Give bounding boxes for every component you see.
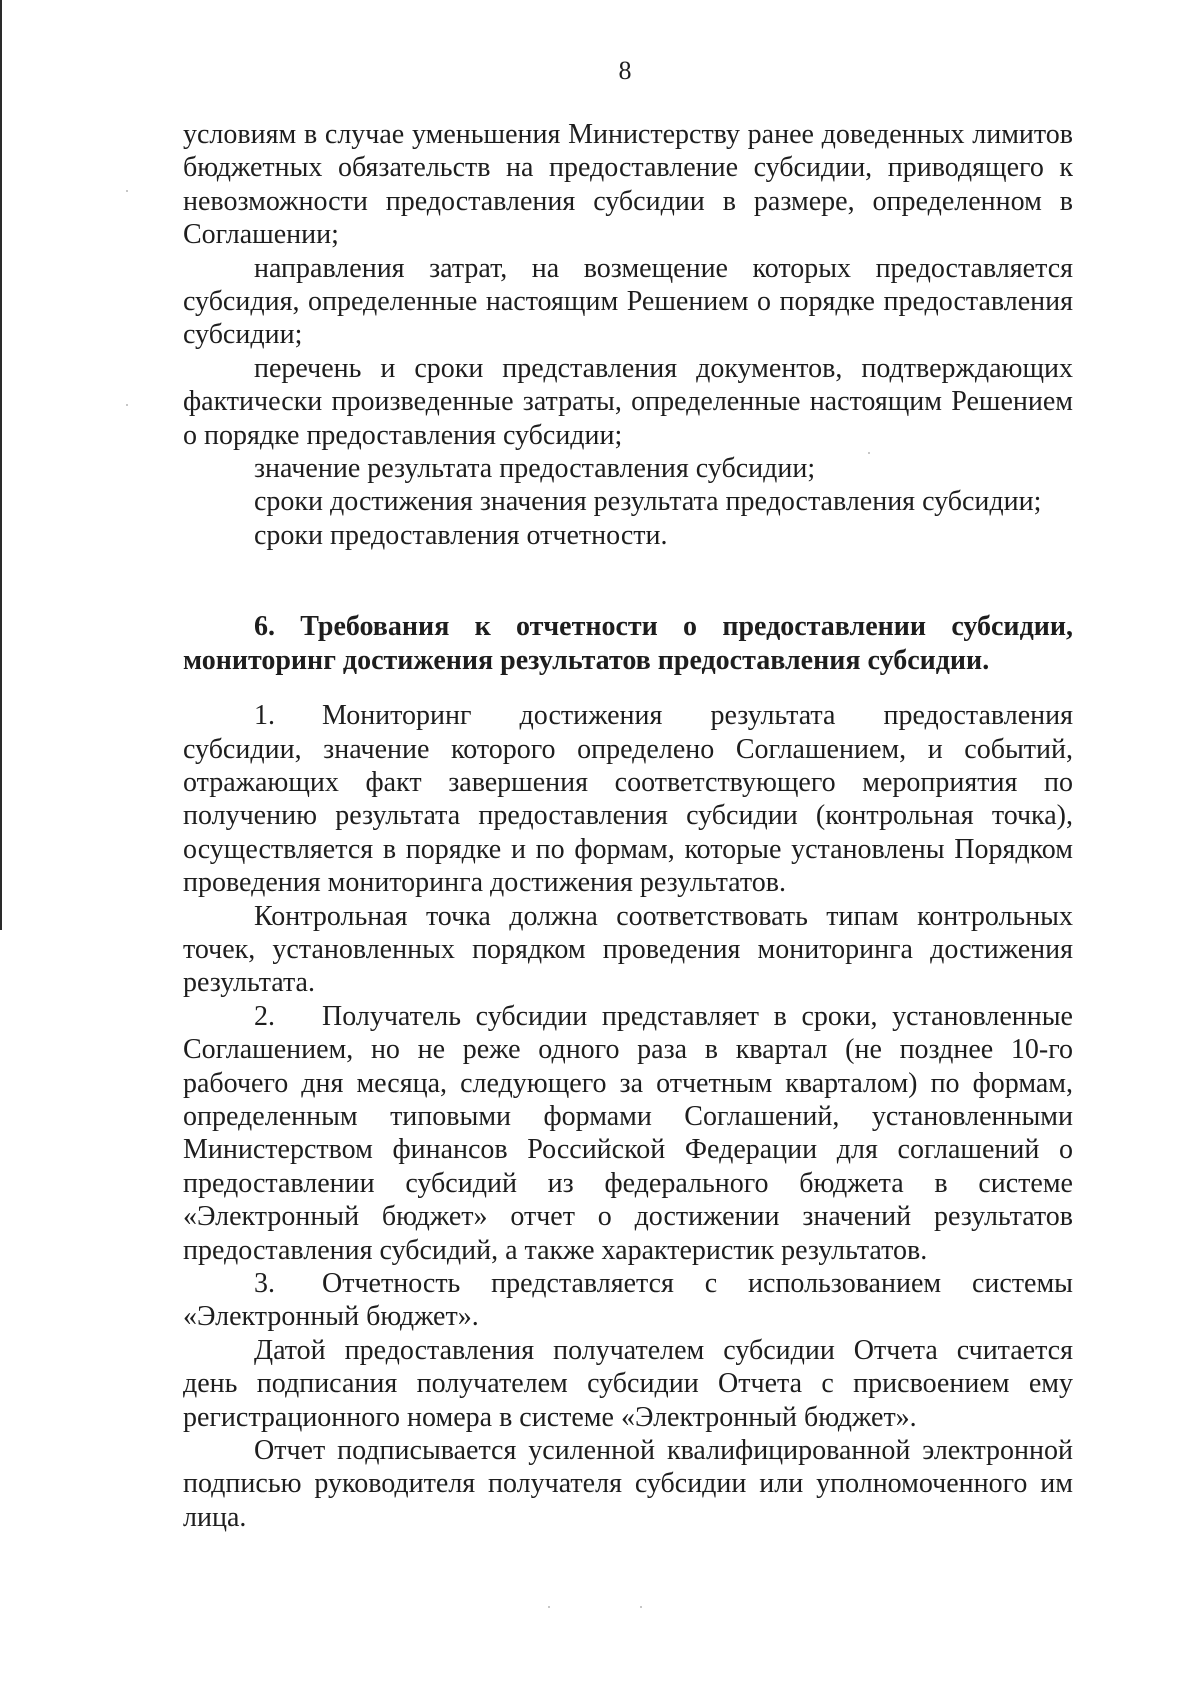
document-body bbox=[183, 118, 1073, 1534]
paragraph: перечень и сроки представления документов, подтверждающих фактически произведенные затраты, определенные настоящим Решением о порядке предоставления субсидии; bbox=[183, 352, 1073, 451]
item-text: Мониторинг достижения результата предоставления субсидии, значение которого определено Соглашением, и событий, отражающих факт завершения соответствующего мероприятия по получению результата предоставления субсидии (контрольная точка), осуществляется в порядке и по формам, которые установлены Порядком проведения мониторинга достижения результатов. bbox=[183, 700, 1073, 899]
item-number: 2. bbox=[254, 1000, 275, 1032]
numbered-paragraph-2 bbox=[183, 1000, 1073, 1267]
paragraph: направления затрат, на возмещение которых предоставляется субсидия, определенные настоящим Решением о порядке предоставления субсидии; bbox=[183, 252, 1073, 351]
paragraph: Контрольная точка должна соответствовать типам контрольных точек, установленных порядком проведения мониторинга достижения результата. bbox=[183, 900, 1073, 999]
scan-edge-line bbox=[0, 0, 2, 930]
scan-speck bbox=[548, 1606, 550, 1608]
scan-speck bbox=[126, 190, 128, 192]
scan-speck bbox=[868, 452, 870, 454]
numbered-paragraph-1 bbox=[183, 699, 1073, 899]
paragraph-continuation: условиям в случае уменьшения Министерству ранее доведенных лимитов бюджетных обязательств на предоставление субсидии, приводящего к невозможности предоставления субсидии в размере, определенном в Соглашении; bbox=[183, 119, 1073, 251]
item-number: 3. bbox=[254, 1268, 275, 1299]
item-text: Отчетность представляется с использованием системы «Электронный бюджет». bbox=[183, 1268, 1073, 1333]
paragraph: сроки достижения значения результата предоставления субсидии; bbox=[254, 486, 1042, 518]
item-number: 1. bbox=[254, 700, 275, 732]
scan-speck bbox=[640, 1606, 642, 1608]
paragraph: Датой предоставления получателем субсидии Отчета считается день подписания получателем субсидии Отчета с присвоением ему регистрационного номера в системе «Электронный бюджет». bbox=[183, 1334, 1073, 1433]
paragraph: Отчет подписывается усиленной квалифицированной электронной подписью руководителя получателя субсидии или уполномоченного им лица. bbox=[183, 1435, 1073, 1533]
section-heading: 6. Требования к отчетности о предоставлении субсидии, мониторинг достижения результатов предоставления субсидии. bbox=[183, 611, 1073, 676]
scan-speck bbox=[126, 404, 128, 406]
numbered-paragraph-3 bbox=[183, 1267, 1073, 1334]
page-number: 8 bbox=[618, 56, 632, 85]
item-text: Получатель субсидии представляет в сроки, установленные Соглашением, но не реже одного раза в квартал (не позднее 10-го рабочего дня месяца, следующего за отчетным кварталом) по формам, определенным типовыми формами Соглашений, установленными Министерством финансов Российской Федерации для соглашений о предоставлении субсидий из федерального бюджета в системе «Электронный бюджет» отчет о достижении значений результатов предоставления субсидий, а также характеристик результатов. bbox=[183, 1000, 1073, 1266]
paragraph: значение результата предоставления субсидии; bbox=[254, 453, 816, 485]
paragraph: сроки предоставления отчетности. bbox=[254, 519, 668, 551]
